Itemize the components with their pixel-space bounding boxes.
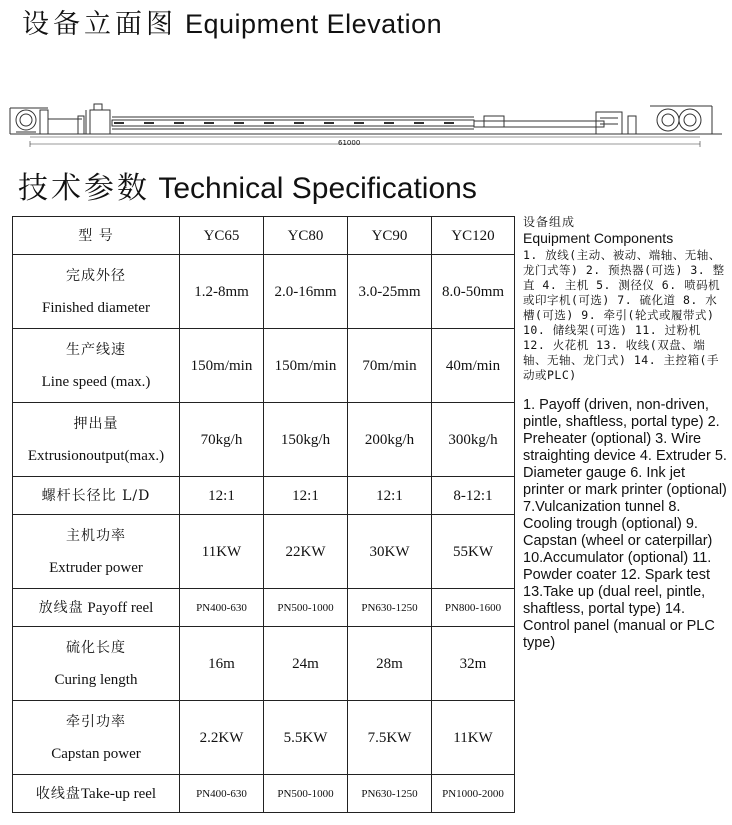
row-label: 主机功率 Extruder power [13, 515, 180, 589]
model-yc120: YC120 [432, 217, 515, 255]
table-cell: 70m/min [348, 329, 432, 403]
table-cell: 8-12:1 [432, 477, 515, 515]
table-row [13, 701, 515, 775]
table-row [13, 515, 515, 589]
table-cell: 7.5KW [348, 701, 432, 775]
components-title-en: Equipment Components [523, 230, 674, 246]
table-cell: PN1000-2000 [432, 775, 515, 813]
table-cell: 12:1 [348, 477, 432, 515]
table-cell: 32m [432, 627, 515, 701]
row-label: 螺杆长径比 L/D [13, 477, 180, 515]
model-yc65: YC65 [180, 217, 264, 255]
table-cell: PN500-1000 [264, 775, 348, 813]
table-cell: 150kg/h [264, 403, 348, 477]
row-label: 生产线速 Line speed (max.) [13, 329, 180, 403]
spec-title-en: Technical Specifications [158, 172, 477, 205]
elevation-title [22, 2, 442, 41]
table-row [13, 477, 515, 515]
table-cell: 8.0-50mm [432, 255, 515, 329]
row-label: 完成外径 Finished diameter [13, 255, 180, 329]
table-cell: 16m [180, 627, 264, 701]
table-cell: 40m/min [432, 329, 515, 403]
table-cell: 70kg/h [180, 403, 264, 477]
table-cell: 150m/min [180, 329, 264, 403]
table-cell: 150m/min [264, 329, 348, 403]
table-row [13, 775, 515, 813]
table-cell: PN630-1250 [348, 589, 432, 627]
model-yc80: YC80 [264, 217, 348, 255]
table-row [13, 329, 515, 403]
table-cell: 1.2-8mm [180, 255, 264, 329]
table-cell: 11KW [180, 515, 264, 589]
table-cell: PN630-1250 [348, 775, 432, 813]
table-cell: 200kg/h [348, 403, 432, 477]
components-title-cn: 设备组成 [523, 215, 576, 229]
table-cell: 22KW [264, 515, 348, 589]
equipment-elevation-drawing [0, 88, 732, 148]
table-cell: 28m [348, 627, 432, 701]
components-list-cn: 1. 放线(主动、被动、端轴、无轴、龙门式等) 2. 预热器(可选) 3. 整直 4. 主机 5. 测径仪 6. 喷码机或印字机(可选) 7. 硫化道 8. 水槽(可选) 9. 牵引(轮式或履带式) 10. 储线架(可选) 11. 过粉机 12. 火花机 13. 收线(双盘、端轴、无轴、龙门式) 14. 主控箱(手动或PLC) [523, 248, 725, 382]
row-label: 牵引功率 Capstan power [13, 701, 180, 775]
table-cell: PN800-1600 [432, 589, 515, 627]
row-label: 收线盘Take-up reel [13, 775, 180, 813]
table-cell: PN500-1000 [264, 589, 348, 627]
table-cell: 55KW [432, 515, 515, 589]
spec-title [18, 163, 477, 207]
components-list-en: 1. Payoff (driven, non-driven, pintle, shaftless, portal type) 2. Preheater (optional) 3. Wire straighting device 4. Extruder 5. Diameter gauge 6. Ink jet printer or mark printer (optional) 7.Vulcanization tunnel 8. Cooling trough (optional) 9. Capstan (wheel or caterpillar) 10.Accumulator (optional) 11. Powder coater 12. Spark test 13.Take up (dual reel, pintle, shaftless, portal type) 14. Control panel (manual or PLC type) [523, 397, 727, 651]
row-label: 押出量 Extrusionoutput(max.) [13, 403, 180, 477]
table-header-row [13, 217, 515, 255]
spec-table [12, 216, 515, 813]
table-cell: PN400-630 [180, 775, 264, 813]
table-row [13, 403, 515, 477]
table-cell: 12:1 [264, 477, 348, 515]
table-cell: 5.5KW [264, 701, 348, 775]
table-cell: 2.2KW [180, 701, 264, 775]
elevation-dimension: 61000 [338, 139, 361, 147]
elevation-title-cn: 设备立面图 [22, 9, 177, 40]
table-cell: 300kg/h [432, 403, 515, 477]
table-cell: PN400-630 [180, 589, 264, 627]
table-row [13, 627, 515, 701]
table-cell: 24m [264, 627, 348, 701]
spec-title-cn: 技术参数 [18, 171, 150, 206]
table-row [13, 255, 515, 329]
table-row [13, 589, 515, 627]
table-cell: 2.0-16mm [264, 255, 348, 329]
row-label: 硫化长度 Curing length [13, 627, 180, 701]
equipment-components [523, 214, 728, 652]
row-label: 放线盘 Payoff reel [13, 589, 180, 627]
elevation-title-en: Equipment Elevation [185, 9, 443, 39]
table-cell: 30KW [348, 515, 432, 589]
table-cell: 12:1 [180, 477, 264, 515]
table-cell: 11KW [432, 701, 515, 775]
model-header: 型 号 [13, 217, 180, 255]
table-cell: 3.0-25mm [348, 255, 432, 329]
model-yc90: YC90 [348, 217, 432, 255]
